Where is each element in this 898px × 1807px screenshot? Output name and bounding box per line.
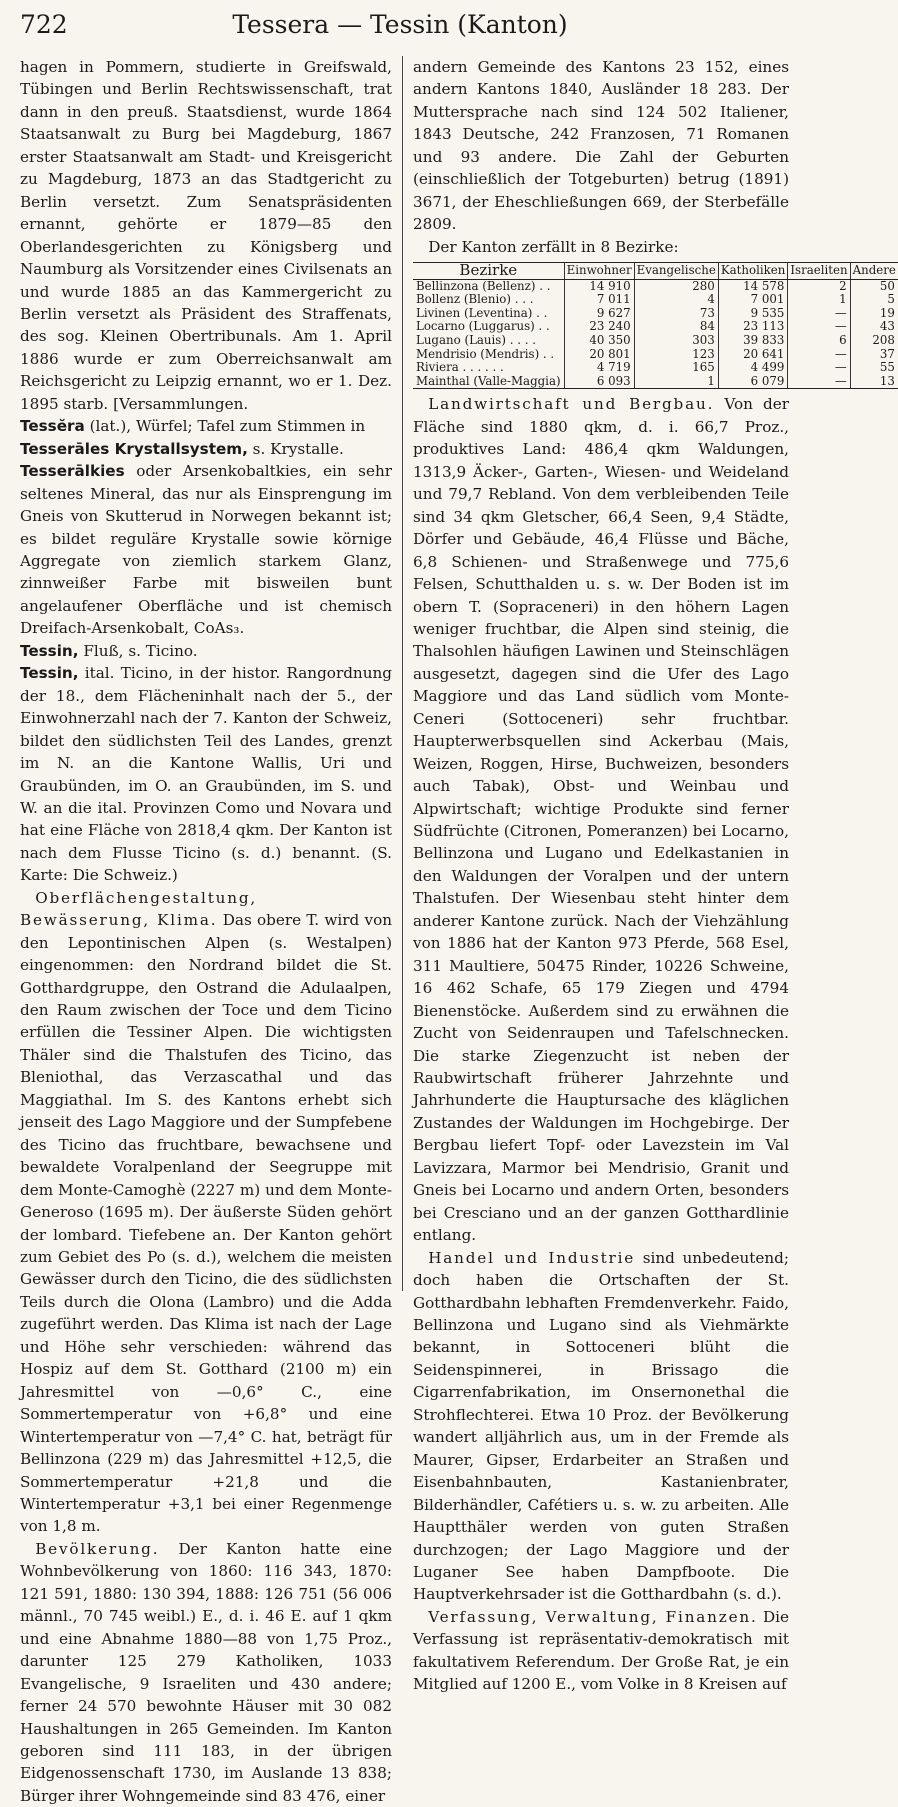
entry-tessera (20, 415, 392, 437)
entry-tessin-fluss (20, 640, 392, 662)
section-handel-text: sind unbedeutend; doch haben die Ortschaften der St. Gotthardbahn lebhaften Fremdenverkehr. Faido, Bellinzona und Lugano sind als Viehmärkte bekannt, in Sottoceneri blüht die Seidenspinnerei, in Brissago die Cigarrenfabrikation, im Onsernonethal die Strohflechterei. Etwa 10 Proz. der Bevölkerung wandert alljährlich aus, um in der Fremde als Maurer, Gipser, Erdarbeiter an Straßen und Eisenbahnbauten, Kastanienbrater, Bilderhändler, Cafétiers u. s. w. zu arbeiten. Alle Hauptthäler werden von guten Straßen durchzogen; der Lago Maggiore und der Luganer See haben Dampfboote. Die Hauptverkehrsader ist die Gotthardbahn (s. d.). (413, 1248, 789, 1604)
entry-tesserales-text: s. Krystalle. (247, 439, 344, 458)
table-cell-value: 6 079 (718, 375, 788, 389)
table-header: Andere (850, 263, 898, 280)
page-number: 722 (20, 10, 68, 39)
table-header-row (413, 263, 898, 280)
table-header: Bezirke (413, 263, 564, 280)
section-verfassung-text: Die Verfassung ist repräsentativ-demokratisch mit fakultativem Referendum. Der Große Rat, je ein Mitglied auf 1200 E., vom Volke in 8 Kreisen auf (413, 1607, 789, 1694)
table-cell-value: 73 (634, 307, 718, 321)
entry-tessin-fluss-text: Fluß, s. Ticino. (78, 641, 198, 660)
table-cell-bezirk: Mendrisio (Mendris) . . (416, 346, 555, 361)
table-cell-value: 23 240 (564, 320, 634, 334)
section-oberflaeche (20, 887, 392, 1538)
table-cell-value: 303 (634, 334, 718, 348)
subhead-landwirtschaft: Landwirtschaft und Bergbau. (428, 395, 715, 414)
table-cell-value: 14 578 (718, 279, 788, 293)
table-cell-value: 20 801 (564, 348, 634, 362)
table-cell-value: 5 (850, 293, 898, 307)
column-divider (402, 56, 403, 1291)
table-cell-value: 40 350 (564, 334, 634, 348)
table-cell-value: 1 (634, 375, 718, 389)
section-bevoelkerung (20, 1538, 392, 1807)
section-handel (413, 1247, 789, 1606)
section-bevoelkerung-text: Der Kanton hatte eine Wohnbevölkerung von 1860: 116 343, 1870: 121 591, 1880: 130 394, 1888: 126 751 (56 006 männl., 70 745 weibl.) E., d. i. 46 E. auf 1 qkm und eine Abnahme 1880—88 von 1,75 Proz., darunter 125 279 Katholiken, 1033 Evangelische, 9 Israeliten und 430 andere; ferner 24 570 bewohnte Häuser mit 30 082 Haushaltungen in 265 Gemeinden. Im Kanton geboren sind 111 183, in der übrigen Eidgenossenschaft 1730, im Auslande 13 838; Bürger ihrer Wohngemeinde sind 83 476, einer (20, 1539, 392, 1805)
bezirke-table (413, 262, 898, 389)
table-cell-value: 6 (788, 334, 850, 348)
table-cell-value: 4 719 (564, 361, 634, 375)
paragraph-biography: hagen in Pommern, studierte in Greifswald, Tübingen und Berlin Rechtswissenschaft, trat dann in den preuß. Staatsdienst, wurde 1864 Staatsanwalt zu Burg bei Magdeburg, 1867 erster Staatsanwalt am Stadt- und Kreisgericht zu Magdeburg, 1873 an das Stadtgericht zu Berlin versetzt. Zum Senatspräsidenten ernannt, gehörte er 1879—85 den Oberlandesgerichten zu Königsberg und Naumburg als Vorsitzender eines Civilsenats an und wurde 1885 an das Kammergericht zu Berlin versetzt als Präsident des Straffenats, des sog. Kleinen Obertribunals. Am 1. April 1886 wurde er zum Oberreichsanwalt am Reichsgericht zu Leipzig ernannt, wo er 1. Dez. 1895 starb. [Versammlungen. (20, 58, 392, 413)
table-cell-value: 13 (850, 375, 898, 389)
section-landwirtschaft-text: Von der Fläche sind 1880 qkm, d. i. 66,7 Proz., produktives Land: 486,4 qkm Waldungen, 1313,9 Äcker-, Garten-, Wiesen- und Weideland und 79,7 Rebland. Von dem verbleibenden Teile sind 34 qkm Gletscher, 66,4 Seen, 9,4 Städte, Dörfer und Gebäude, 46,4 Flüsse und Bäche, 6,8 Schienen- und Straßenwege und 775,6 Felsen, Schutthalden u. s. w. Der Boden ist im obern T. (Sopraceneri) in den höhern Lagen weniger fruchtbar, die Alpen sind steinig, die Thalsohlen häufigen Lawinen und Steinschlägen ausgesetzt, dagegen sind die Ufer des Lago Maggiore und das Land südlich vom Monte-Ceneri (Sottoceneri) sehr fruchtbar. Haupterwerbsquellen sind Ackerbau (Mais, Weizen, Roggen, Hirse, Buchweizen, besonders auch Tabak), Obst- und Weinbau und Alpwirtschaft; wichtige Produkte sind ferner Südfrüchte (Citronen, Pomeranzen) bei Locarno, Bellinzona und Lugano und Edelkastanien in den Waldungen der Voralpen und der untern Thalstufen. Der Wiesenbau steht hinter dem anderer Kantone zurück. Nach der Viehzählung von 1886 hat der Kanton 973 Pferde, 568 Esel, 311 Maultiere, 50475 Rinder, 10226 Schweine, 16 462 Schafe, 65 179 Ziegen und 4794 Bienenstöcke. Außerdem sind zu erwähnen die Zucht von Seidenraupen und Tafelschnecken. Die starke Ziegenzucht ist neben der Raubwirtschaft früherer Jahrzehnte und Jahrhunderte die Hauptursache des kläglichen Zustandes der Waldungen im Hochgebirge. Der Bergbau liefert Topf- oder Lavezstein im Val Lavizzara, Marmor bei Mendrisio, Granit und Gneis bei Locarno und andern Orten, besonders bei Cresciano und an der ganzen Gotthardlinie entlang. (413, 395, 789, 1245)
left-column (20, 56, 392, 1807)
table-row (413, 307, 898, 321)
entry-tessin (20, 662, 392, 887)
table-cell-value: 55 (850, 361, 898, 375)
table-cell-value: — (788, 375, 850, 389)
table-cell-value: 280 (634, 279, 718, 293)
subhead-oberflaeche: Oberflächengestaltung, Bewässerung, Klima. (20, 888, 258, 930)
table-cell-bezirk: Lugano (Lauis) . . . . (416, 333, 536, 348)
table-cell-value: 7 011 (564, 293, 634, 307)
table-header: Katholiken (718, 263, 788, 280)
table-cell-value: 20 641 (718, 348, 788, 362)
table-row (413, 293, 898, 307)
table-cell-value: 19 (850, 307, 898, 321)
table-cell-value: 50 (850, 279, 898, 293)
paragraph-continuation: andern Gemeinde des Kantons 23 152, eines andern Kantons 1840, Ausländer 18 283. Der Muttersprache nach sind 124 502 Italiener, 1843 Deutsche, 242 Franzosen, 71 Romanen und 93 andere. Die Zahl der Geburten (einschließlich der Totgeburten) betrug (1891) 3671, der Eheschließungen 669, der Sterbefälle 2809. (413, 58, 789, 234)
table-cell-value: — (788, 348, 850, 362)
subhead-bevoelkerung: Bevölkerung. (35, 1539, 160, 1558)
table-cell-value: 84 (634, 320, 718, 334)
table-cell-value: 9 535 (718, 307, 788, 321)
table-cell-value: 9 627 (564, 307, 634, 321)
table-cell-bezirk: Mainthal (Valle-Maggia) (413, 375, 564, 389)
table-row (413, 361, 898, 375)
table-cell-value: 2 (788, 279, 850, 293)
table-header: Einwohner (564, 263, 634, 280)
entry-tessera-text: (lat.), Würfel; Tafel zum Stimmen in (84, 417, 366, 436)
table-body (413, 279, 898, 389)
bezirke-table-wrapper (413, 261, 896, 389)
table-cell-value: 14 910 (564, 279, 634, 293)
table-row (413, 279, 898, 293)
table-cell-value: 208 (850, 334, 898, 348)
section-oberflaeche-text: Das obere T. wird von den Lepontinischen Alpen (s. Westalpen) eingenommen: den Nordrand bildet die St. Gotthardgruppe, den Ostrand die Adulaalpen, den Raum zwischen der Toce und dem Ticino erfüllen die Tessiner Alpen. Die wichtigsten Thäler sind die Thalstufen des Ticino, das Bleniothal, das Verzascathal und das Maggiathal. Im S. des Kantons erhebt sich jenseit des Lago Maggiore und der Sumpfebene des Ticino das fruchtbare, bewachsene und bewaldete Voralpenland der Seegruppe mit dem Monte-Camoghè (2227 m) und dem Monte-Generoso (1695 m). Der äußerste Süden gehört der lombard. Tiefebene an. Der Kanton gehört zum Gebiet des Po (s. d.), welchem die meisten Gewässer durch den Ticino, die des südlichsten Teils durch die Olona (Lambro) und die Adda zugeführt werden. Das Klima ist nach der Lage und Höhe sehr verschieden: während das Hospiz auf dem St. Gotthard (2100 m) ein Jahresmittel von —0,6° C., eine Sommertemperatur von +6,8° und eine Wintertemperatur von —7,4° C. hat, beträgt für Bellinzona (229 m) das Jahresmittel +12,5, die Sommertemperatur +21,8 und die Wintertemperatur +3,1 bei einer Regenmenge von 1,8 m. (20, 911, 392, 1536)
running-head: Tessera — Tessin (Kanton) (232, 10, 568, 39)
page-header (0, 10, 800, 50)
table-header: Evangelische (634, 263, 718, 280)
table-cell-value: 4 499 (718, 361, 788, 375)
table-cell-value: 4 (634, 293, 718, 307)
entry-tesseralkies-text: oder Arsenkobaltkies, ein sehr seltenes Mineral, das nur als Einsprengung im Gneis von Skutterud in Norwegen bekannt ist; es bildet reguläre Krystalle sowie körnige Aggregate von ziemlich starkem Glanz, zinnweißer Farbe mit bisweilen bunt angelaufener Oberfläche und ist chemisch Dreifach-Arsenkobalt, CoAs₃. (20, 462, 392, 638)
headword-tessera: Tessĕra (20, 417, 85, 436)
section-landwirtschaft (413, 393, 789, 1246)
table-cell-bezirk: Locarno (Luggarus) . . (416, 319, 550, 334)
subhead-verfassung: Verfassung, Verwaltung, Finanzen. (428, 1607, 758, 1626)
table-row (413, 375, 898, 389)
entry-tesseralkies (20, 460, 392, 640)
headword-tessin: Tessin, (20, 664, 79, 683)
table-row (413, 334, 898, 348)
entry-tesserales (20, 438, 392, 460)
table-cell-value: 165 (634, 361, 718, 375)
entry-tessin-text: ital. Ticino, in der histor. Rangordnung der 18., dem Flächeninhalt nach der 5., der Einwohnerzahl nach der 7. Kanton der Schweiz, bildet den südlichsten Teil des Landes, grenzt im N. an die Kantone Wallis, Uri und Graubünden, im O. an Graubünden, im S. und W. an die ital. Provinzen Como und Novara und hat eine Fläche von 2818,4 qkm. Der Kanton ist nach dem Flusse Ticino (s. d.) benannt. (S. Karte: Die Schweiz.) (20, 664, 392, 885)
table-cell-bezirk: Riviera . . . . . . (416, 360, 504, 375)
headword-tesseralkies: Tesserālkies (20, 462, 125, 481)
table-cell-value: 7 001 (718, 293, 788, 307)
table-cell-value: — (788, 361, 850, 375)
table-header: Israeliten (788, 263, 850, 280)
table-cell-value: 39 833 (718, 334, 788, 348)
table-cell-value: — (788, 320, 850, 334)
table-cell-value: — (788, 307, 850, 321)
table-cell-bezirk: Bellinzona (Bellenz) . . (416, 278, 551, 293)
right-column (413, 56, 896, 1696)
headword-tessin-fluss: Tessin, (20, 641, 79, 660)
table-cell-value: 43 (850, 320, 898, 334)
table-cell-bezirk: Livinen (Leventina) . . (416, 305, 548, 320)
table-row (413, 348, 898, 362)
table-cell-value: 23 113 (718, 320, 788, 334)
section-verfassung (413, 1606, 789, 1696)
table-cell-bezirk: Bollenz (Blenio) . . . (416, 292, 534, 307)
table-cell-value: 1 (788, 293, 850, 307)
table-cell-value: 6 093 (564, 375, 634, 389)
table-cell-value: 123 (634, 348, 718, 362)
headword-tesserales: Tesserāles Krystallsystem, (20, 439, 248, 458)
paragraph-bezirke-intro: Der Kanton zerfällt in 8 Bezirke: (428, 237, 679, 256)
table-row (413, 320, 898, 334)
table-cell-value: 37 (850, 348, 898, 362)
subhead-handel: Handel und Industrie (428, 1248, 636, 1267)
